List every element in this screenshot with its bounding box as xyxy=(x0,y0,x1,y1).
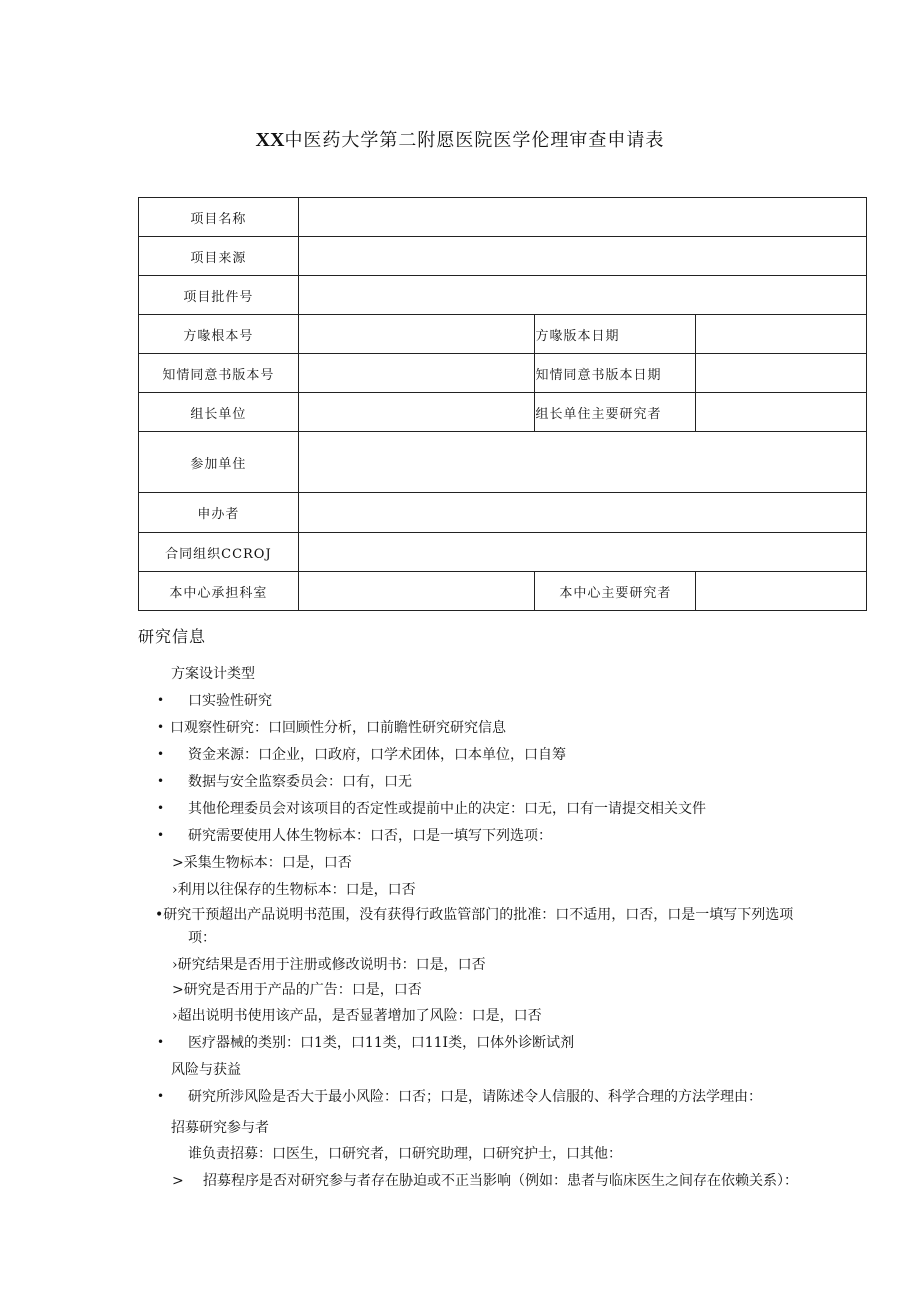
list-item: 口实验性研究 xyxy=(188,693,272,709)
bullet: • xyxy=(157,1089,165,1103)
protocol-version-field[interactable] xyxy=(298,315,535,354)
project-approval-field[interactable] xyxy=(298,276,866,315)
list-item: >采集生物标本：口是，口否 xyxy=(172,855,352,871)
list-item: 其他伦理委员会对该项目的否定性或提前中止的决定：口无，口有一请提交相关文件 xyxy=(188,801,706,817)
project-name-label: 项目名称 xyxy=(139,198,299,237)
consent-version-field[interactable] xyxy=(298,354,535,393)
list-item: 数据与安全监察委员会：口有，口无 xyxy=(188,774,412,790)
bullet: • xyxy=(157,747,165,761)
protocol-version-label: 方喙根本号 xyxy=(139,315,299,354)
list-item: 资金来源：口企业，口政府，口学术团体，口本单位，口自筹 xyxy=(188,747,566,763)
center-pi-label: 本中心主要研究者 xyxy=(535,572,696,611)
bullet: • xyxy=(157,774,165,788)
list-item: 谁负责招募：口医生，口研究者，口研究助理，口研究护士，口其他： xyxy=(188,1146,622,1162)
list-item: 医疗器械的类别：口1类，口11类，口11I类，口体外诊断试剂 xyxy=(188,1035,575,1051)
bullet: • xyxy=(157,720,165,734)
center-pi-field[interactable] xyxy=(696,572,867,611)
dept-label: 本中心承担科室 xyxy=(139,572,299,611)
list-item: 研究需要使用人体生物标本：口否，口是一填写下列选项： xyxy=(188,828,552,844)
consent-version-label: 知情同意书版本号 xyxy=(139,354,299,393)
list-item: >研究是否用于产品的广告：口是，口否 xyxy=(172,982,422,998)
consent-date-label: 知情同意书版本日期 xyxy=(535,354,696,393)
page-title xyxy=(0,126,920,152)
list-item: 口观察性研究：口回顾性分析，口前瞻性研究研究信息 xyxy=(170,720,506,736)
bullet: • xyxy=(157,828,165,842)
section-title: 研究信息 xyxy=(138,627,207,646)
project-source-field[interactable] xyxy=(298,237,866,276)
list-item: ›超出说明书使用该产品，是否显著增加了风险：口是，口否 xyxy=(172,1008,542,1024)
cro-field[interactable] xyxy=(298,533,866,572)
project-approval-label: 项目批件号 xyxy=(139,276,299,315)
participating-units-field[interactable] xyxy=(298,432,866,493)
dept-field[interactable] xyxy=(298,572,535,611)
list-item: 项： xyxy=(188,930,216,946)
list-item: ›研究结果是否用于注册或修改说明书：口是，口否 xyxy=(172,957,486,973)
participating-units-label: 参加单住 xyxy=(139,432,299,493)
bullet: • xyxy=(157,1035,165,1049)
sponsor-field[interactable] xyxy=(298,493,866,533)
application-form-table xyxy=(138,197,867,611)
list-item: ›利用以往保存的生物标本：口是，口否 xyxy=(172,882,416,898)
list-item-marker: > xyxy=(172,1173,184,1189)
sponsor-label: 申办者 xyxy=(139,493,299,533)
lead-pi-field[interactable] xyxy=(696,393,867,432)
cro-label: 合同组织CCROJ xyxy=(139,533,299,572)
list-item: 研究所涉风险是否大于最小风险：口否；口是，请陈述令人信服的、科学合理的方法学理由： xyxy=(188,1089,762,1105)
title-prefix: XX xyxy=(255,129,285,151)
lead-unit-label: 组长单位 xyxy=(139,393,299,432)
protocol-date-label: 方喙版本日期 xyxy=(535,315,696,354)
bullet: • xyxy=(157,801,165,815)
lead-pi-label: 组长单住主要研究者 xyxy=(535,393,696,432)
list-item: 招募研究参与者 xyxy=(171,1120,269,1136)
lead-unit-field[interactable] xyxy=(298,393,535,432)
list-item: •研究干预超出产品说明书范围，没有获得行政监管部门的批准：口不适用，口否，口是一填写下列选项 xyxy=(155,907,794,923)
list-item: 风险与获益 xyxy=(171,1062,241,1078)
project-name-field[interactable] xyxy=(298,198,866,237)
bullet: • xyxy=(157,693,165,707)
consent-date-field[interactable] xyxy=(696,354,867,393)
list-item: 方案设计类型 xyxy=(171,666,255,682)
list-item: 招募程序是否对研究参与者存在胁迫或不正当影响（例如：患者与临床医生之间存在依赖关系）： xyxy=(203,1173,798,1189)
title-text: 中医药大学第二附愿医院医学伦理审查申请表 xyxy=(284,130,665,151)
project-source-label: 项目来源 xyxy=(139,237,299,276)
protocol-date-field[interactable] xyxy=(696,315,867,354)
